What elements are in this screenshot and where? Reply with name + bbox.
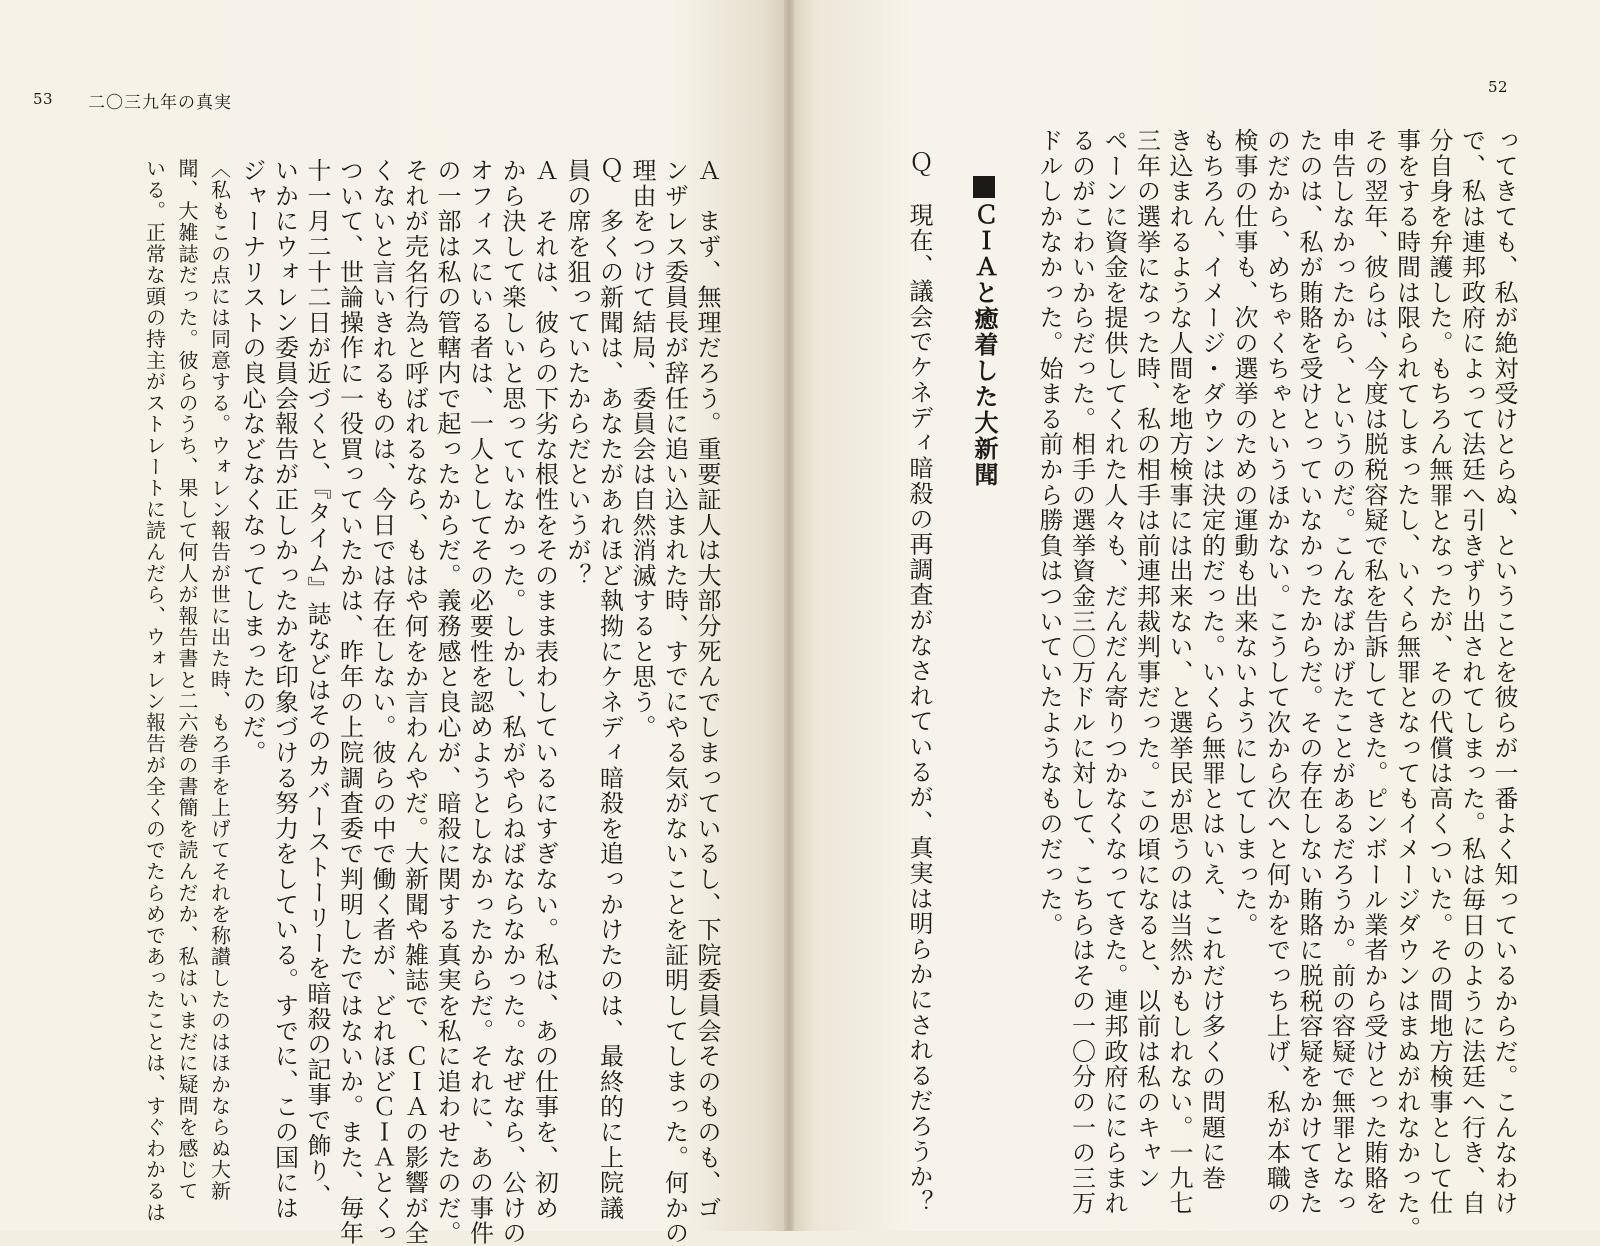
text-line: たのは、私が賄賂を受けとっていなかったからだ。その存在しない賄賂に脱税容疑をかけてきた	[1295, 128, 1323, 1216]
text-line: 十一月二十二日が近づくと、『タイム』誌などはそのカバーストーリーを暗殺の記事で飾り、	[303, 158, 331, 1209]
text-line: くないと言いきれるものは、今日では存在しない。彼らの中で働く者が、どれほどＣＩＡとくっ	[368, 158, 396, 1246]
question-line: Ｑ 現在、議会でケネディ暗殺の再調査がなされているが、真実は明らかにされるだろうか？	[905, 152, 933, 1215]
text-line: その翌年、彼らは、今度は脱税容疑で私を告訴してきた。ピンボール業者から受けとった賄賂を	[1360, 128, 1388, 1216]
section-heading: ＣＩＡと癒着した大新聞	[968, 128, 1001, 1208]
text-line: オフィスにいる者は、一人としてその必要性を認めようとしなかったからだ。それに、あの事件	[465, 158, 494, 1246]
text-line: ジャーナリストの良心などなくなってしまったのだ。	[238, 158, 266, 766]
note-line: 聞、大雑誌だった。彼らのうち、果して何人が報告書と二六巻の書簡を読んだか、私はいまだに疑問を感じて	[175, 158, 199, 1202]
text-line: 検事の仕事も、次の選挙のための運動も出来ないようにしてしまった。	[1230, 128, 1258, 938]
text-line: 員の席を狙っていたからだというが？	[563, 158, 591, 589]
right-page-text	[820, 128, 1520, 1242]
text-line: の一部は私の管轄内で起ったからだ。義務感と良心が、暗殺に関する真実を私に追わせたのだ。	[433, 158, 461, 1246]
text-line: ついて、世論操作に一役買っていたかは、昨年の上院調査委で判明したではないか。また、毎年	[335, 158, 364, 1246]
note-line: 〈私もこの点には同意する。ウォレン報告が世に出た時、もろ手を上げてそれを称讃したのはほかならぬ大新	[207, 158, 232, 1202]
text-line: Ａ まず、無理だろう。重要証人は大部分死んでしまっているし、下院委員会そのものも、ゴ	[693, 158, 721, 1221]
text-line: ンザレス委員長が辞任に追い込まれた時、すでにやる気がないことを証明してしまった。何かの	[660, 158, 689, 1246]
text-line: のだから、めちゃくちゃというほかない。こうして次から次へと何かをでっち上げ、私が本職の	[1262, 128, 1291, 1216]
text-line: で、私は連邦政府によって法廷へ引きずり出されてしまった。私は毎日のように法廷へ行き、自	[1457, 128, 1486, 1216]
left-page-text	[3, 158, 723, 1246]
text-line: 事をする時間は限られてしまったし、いくら無罪となってもイメージダウンはまぬがれなかった。	[1392, 128, 1421, 1242]
text-line: 三年の選挙になった時、私の相手は前連邦裁判事だった。この頃になると、以前は私のキャン	[1132, 128, 1161, 1191]
text-line: るのがこわいからだった。相手の選挙資金三〇万ドルに対して、こちらはその一〇分の一の三万	[1067, 128, 1096, 1216]
text-line: ってきても、私が絶対受けとらぬ、ということを彼らが一番よく知っているからだ。こんなわけ	[1490, 128, 1518, 1216]
text-line: 理由をつけて結局、委員会は自然消滅すると思う。	[628, 158, 656, 740]
text-line: から決して楽しいと思っていなかった。しかし、私がやらねばならなかった。なぜなら、公けの	[498, 158, 526, 1246]
text-line: それが売名行為と呼ばれるなら、もはや何をか言わんやだ。大新聞や雑誌で、ＣＩＡの影響が全	[400, 158, 429, 1246]
text-line: もちろん、イメージ・ダウンは決定的だった。いくら無罪とはいえ、これだけ多くの問題に巻	[1197, 128, 1226, 1191]
text-line: いかにウォレン委員会報告が正しかったかを印象づける努力をしている。すでに、この国には	[270, 158, 299, 1221]
page-number-left: 53	[33, 90, 54, 108]
text-line: ペーンに資金を提供してくれた人々も、だんだん寄りつかなくなってきた。連邦政府ににらまれ	[1100, 128, 1128, 1216]
text-line: 分自身を弁護した。もちろん無罪となったが、その代償は高くついた。その間地方検事として仕	[1425, 128, 1453, 1216]
book-gutter	[784, 0, 794, 1231]
text-line: Ｑ 多くの新聞は、あなたがあれほど執拗にケネディ暗殺を追っかけたのは、最終的に上院議	[595, 158, 624, 1221]
text-line: 申告しなかったから、というのだ。こんなばかげたことがあるだろうか。前の容疑で無罪となっ	[1327, 128, 1356, 1216]
heading-square-marker	[973, 176, 995, 198]
note-line: いる。正常な頭の持主がストレートに読んだら、ウォレン報告が全くのでたらめであったことは、すぐわかるは	[142, 158, 167, 1223]
page-number-right: 52	[1488, 78, 1509, 96]
text-line: ドルしかなかった。始まる前から勝負はついていたようなものだった。	[1035, 128, 1063, 938]
running-title: 二〇三九年の真実	[88, 93, 232, 113]
text-line: き込まれるような人間を地方検事には出来ない、と選挙民が思うのは当然かもしれない。一九七	[1165, 128, 1193, 1216]
text-line: Ａ それは、彼らの下劣な根性をそのまま表わしているにすぎない。私は、あの仕事を、初め	[530, 158, 559, 1221]
